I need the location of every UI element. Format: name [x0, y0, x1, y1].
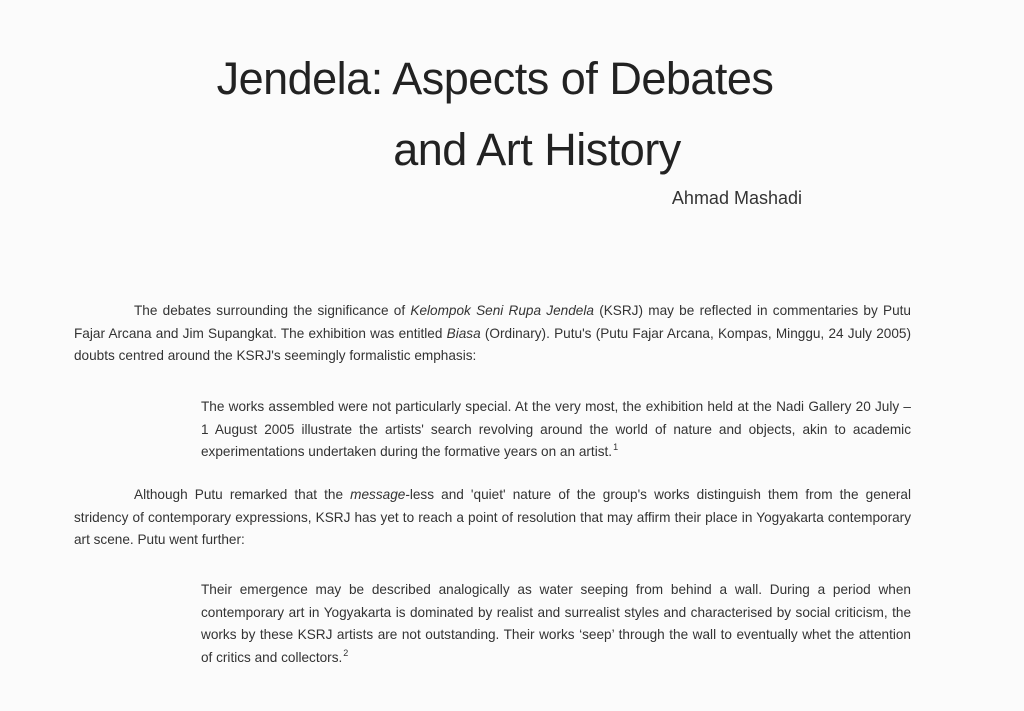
footnote-marker-2: 2: [343, 647, 349, 658]
block-quote-2-text: Their emergence may be described analogically as water seeping from behind a wall. During a period when contemporary art in Yogyakarta is dominated by realist and surrealist styles and characterised by social criticism, the works by these KSRJ artists are not outstanding. Their works ‘seep’ through the wall to eventually whet the attention of critics and collectors.: [201, 582, 911, 665]
paragraph-1: [74, 300, 911, 368]
author-name: Ahmad Mashadi: [671, 188, 802, 208]
paragraph-1-text-b: (KSRJ) may be reflected in commentaries by Putu Fajar Arcana and Jim Supangkat. The exhibition was entitled: [74, 303, 911, 341]
title-line-2: and Art History: [393, 124, 681, 175]
message-italic: message: [350, 487, 406, 502]
block-quote-2: [201, 579, 911, 669]
exhibition-title-italic: Biasa: [446, 325, 481, 341]
paragraph-2-text-a: Although Putu remarked that the: [134, 487, 351, 502]
footnote-marker-1: 1: [613, 442, 619, 452]
block-quote-1-text: The works assembled were not particularly special. At the very most, the exhibition held at the Nadi Gallery 20 July – 1 August 2005 illustrate the artists' search revolving around the world of nature and objects, akin to academic experimentations undertaken during the formative years on an artist.: [201, 399, 911, 459]
block-quote-1: [201, 396, 911, 464]
title-line-1: Jendela: Aspects of Debates: [216, 53, 774, 104]
paragraph-1-text-c: (Ordinary). Putu's (Putu Fajar Arcana, Kompas, Minggu, 24 July 2005) doubts centred around the KSRJ's seemingly formalistic emphasis:: [74, 325, 911, 363]
paragraph-1-text-a: The debates surrounding the significance of: [134, 303, 411, 318]
paragraph-2: [74, 484, 911, 552]
paragraph-2-text-b: -less and 'quiet' nature of the group's works distinguish them from the general stridency of contemporary expressions, KSRJ has yet to reach a point of resolution that may affirm their place in Yogyakarta contemporary art scene. Putu went further:: [74, 487, 911, 547]
group-name-italic: Kelompok Seni Rupa Jendela: [410, 303, 594, 318]
